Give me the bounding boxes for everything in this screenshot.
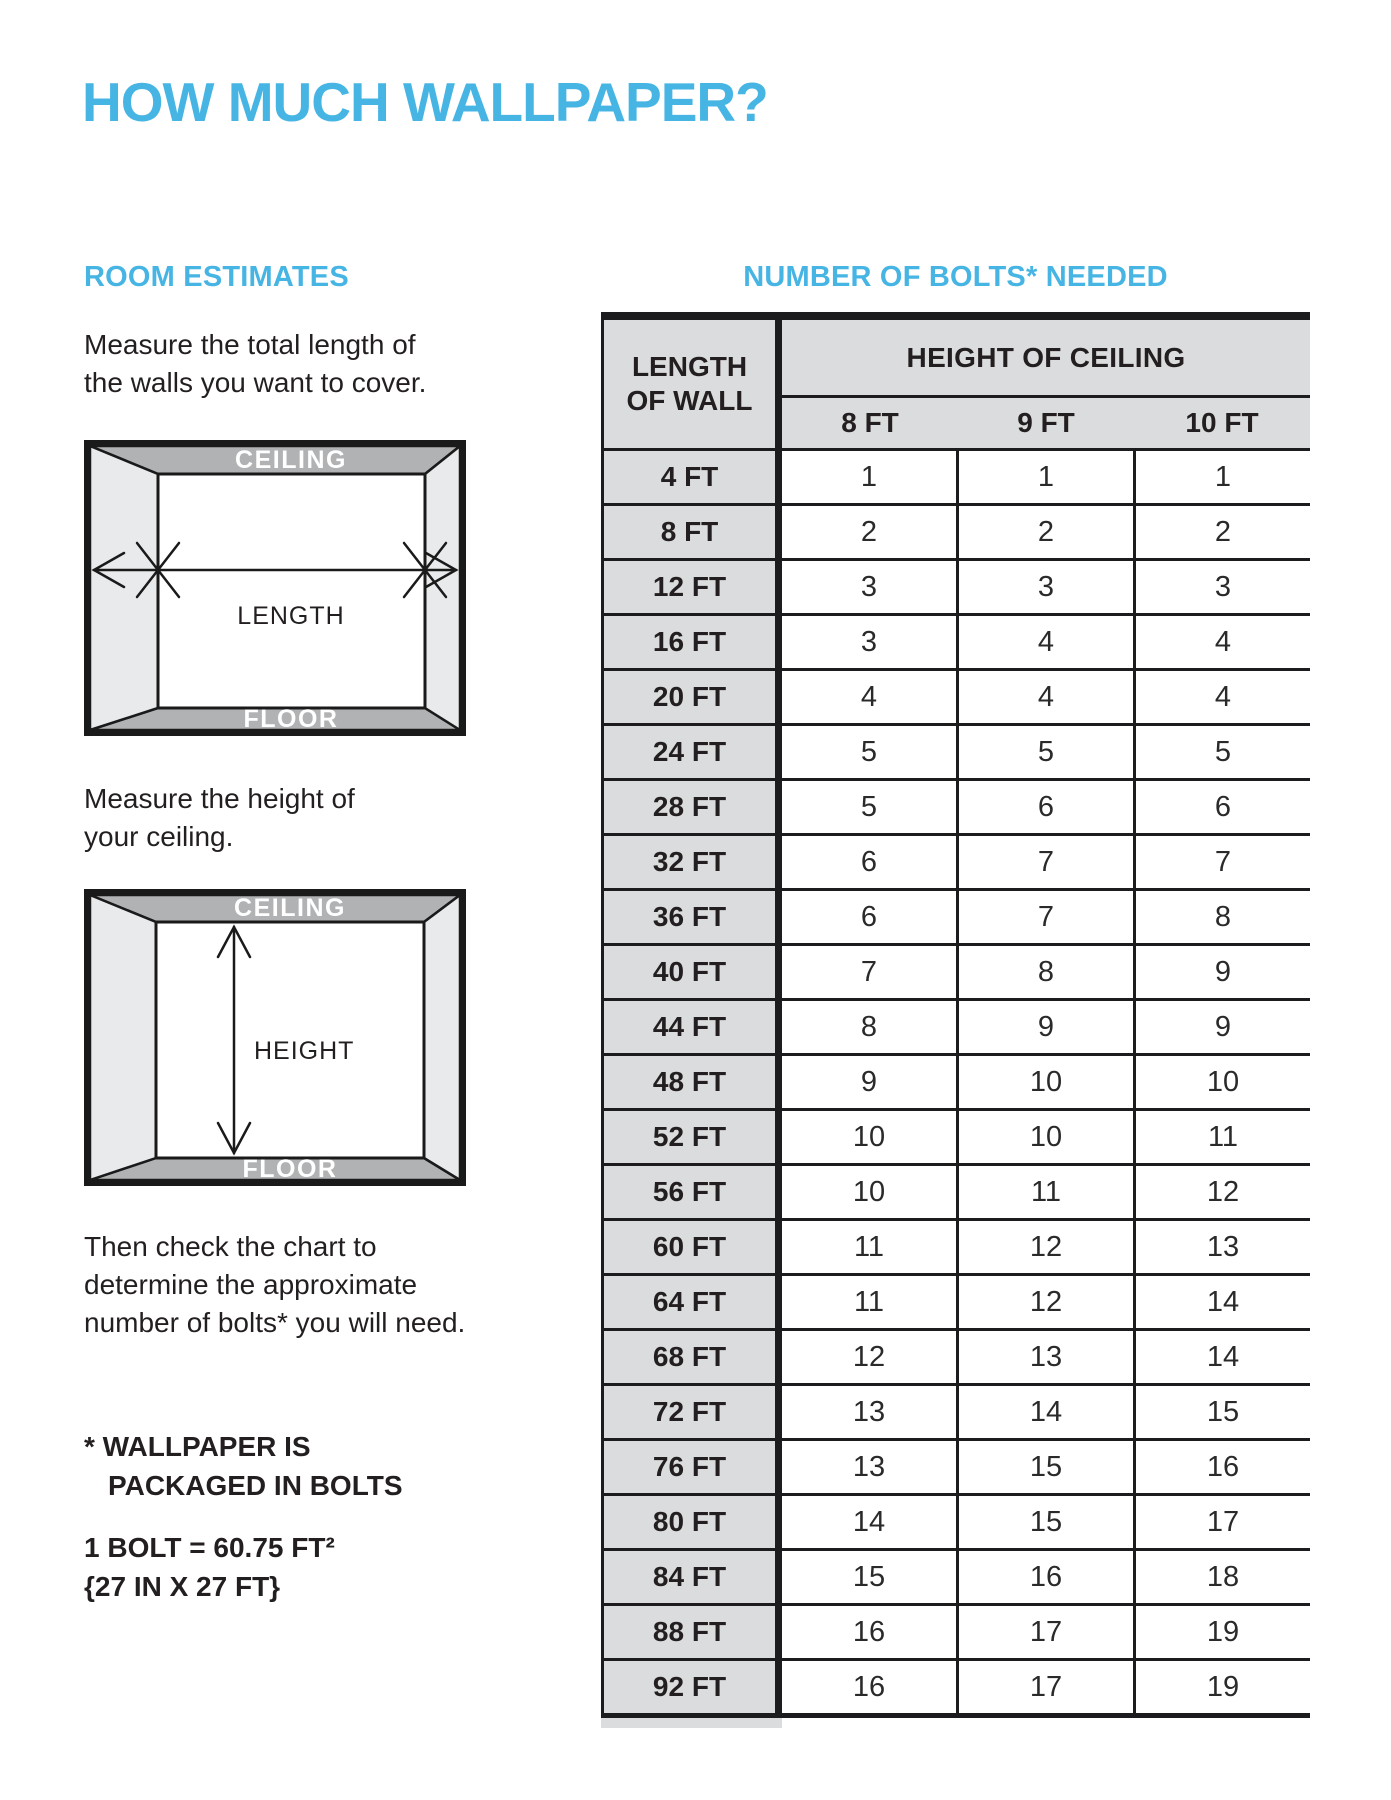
bolt-count-cell: 16 [782, 1606, 956, 1658]
floor-label: FLOOR [242, 1155, 338, 1183]
bolt-count-cell: 13 [782, 1441, 956, 1493]
bolt-count-cell: 17 [956, 1661, 1133, 1713]
row-label: 4 FT [601, 451, 782, 503]
footnote-line: * WALLPAPER IS [84, 1431, 311, 1462]
bolt-count-cell: 10 [956, 1111, 1133, 1163]
row-label: 52 FT [601, 1111, 782, 1163]
bolt-count-cell: 10 [956, 1056, 1133, 1108]
instruction-line: the walls you want to cover. [84, 367, 427, 398]
table-row [601, 836, 1310, 891]
row-label: 12 FT [601, 561, 782, 613]
bolt-count-cell: 10 [782, 1111, 956, 1163]
measure-height-instruction [84, 780, 355, 856]
bolt-count-cell: 12 [1133, 1166, 1310, 1218]
table-body [601, 451, 1310, 1718]
row-label: 44 FT [601, 1001, 782, 1053]
row-label: 68 FT [601, 1331, 782, 1383]
bolt-count-cell: 15 [782, 1551, 956, 1603]
row-label: 36 FT [601, 891, 782, 943]
table-header [601, 320, 1310, 451]
row-label: 88 FT [601, 1606, 782, 1658]
check-chart-instruction [84, 1228, 465, 1342]
row-group-header [601, 320, 782, 448]
table-row [601, 781, 1310, 836]
bolt-count-cell: 7 [1133, 836, 1310, 888]
column-group [782, 320, 1310, 448]
instruction-line: determine the approximate [84, 1269, 418, 1300]
bolt-count-cell: 12 [956, 1221, 1133, 1273]
bolt-count-cell: 11 [1133, 1111, 1310, 1163]
bolts-table [601, 312, 1310, 1728]
room-length-diagram [84, 440, 466, 736]
room-estimates-heading: ROOM ESTIMATES [84, 261, 349, 293]
bolt-count-cell: 14 [782, 1496, 956, 1548]
table-row [601, 1221, 1310, 1276]
table-row [601, 1331, 1310, 1386]
bolt-equation: 1 BOLT = 60.75 FT² [84, 1532, 335, 1563]
right-wall [424, 895, 460, 1180]
table-row [601, 1386, 1310, 1441]
bolt-count-cell: 4 [782, 671, 956, 723]
bolt-count-cell: 8 [782, 1001, 956, 1053]
floor-label: FLOOR [243, 705, 339, 733]
bolt-count-cell: 7 [956, 836, 1133, 888]
bolt-count-cell: 17 [956, 1606, 1133, 1658]
table-row [601, 946, 1310, 1001]
bolt-count-cell: 6 [782, 836, 956, 888]
table-row [601, 616, 1310, 671]
bolt-count-cell: 3 [956, 561, 1133, 613]
bolt-count-cell: 14 [956, 1386, 1133, 1438]
table-row [601, 891, 1310, 946]
table-row [601, 1001, 1310, 1056]
bolt-count-cell: 10 [782, 1166, 956, 1218]
bolt-count-cell: 11 [782, 1276, 956, 1328]
bolt-count-cell: 5 [1133, 726, 1310, 778]
row-group-header-line: LENGTH [631, 351, 748, 382]
ceiling-label: CEILING [234, 894, 346, 922]
bolt-count-cell: 6 [956, 781, 1133, 833]
bolt-count-cell: 10 [1133, 1056, 1310, 1108]
row-label: 8 FT [601, 506, 782, 558]
bolt-count-cell: 7 [956, 891, 1133, 943]
row-label: 60 FT [601, 1221, 782, 1273]
bolt-count-cell: 13 [1133, 1221, 1310, 1273]
bolt-definition [84, 1528, 335, 1606]
bolt-count-cell: 5 [782, 726, 956, 778]
bolt-count-cell: 9 [1133, 1001, 1310, 1053]
bolt-count-cell: 1 [1133, 451, 1310, 503]
table-row [601, 451, 1310, 506]
right-wall [425, 446, 460, 730]
bolt-count-cell: 2 [782, 506, 956, 558]
bolt-count-cell: 1 [956, 451, 1133, 503]
bolt-count-cell: 4 [1133, 671, 1310, 723]
bolt-count-cell: 13 [782, 1386, 956, 1438]
table-row [601, 1276, 1310, 1331]
bolt-count-cell: 2 [1133, 506, 1310, 558]
column-header-10ft: 10 FT [1185, 407, 1259, 438]
table-row [601, 1661, 1310, 1718]
bolt-count-cell: 6 [782, 891, 956, 943]
table-row [601, 671, 1310, 726]
bolt-count-cell: 8 [1133, 891, 1310, 943]
bolt-count-cell: 9 [956, 1001, 1133, 1053]
column-header-8ft: 8 FT [841, 407, 899, 438]
table-row [601, 506, 1310, 561]
bolt-count-cell: 4 [956, 671, 1133, 723]
table-row [601, 1056, 1310, 1111]
table-row [601, 1606, 1310, 1661]
bolt-count-cell: 3 [1133, 561, 1310, 613]
table-row [601, 1166, 1310, 1221]
left-wall [90, 895, 156, 1180]
bolt-count-cell: 1 [782, 451, 956, 503]
bolt-count-cell: 9 [1133, 946, 1310, 998]
row-label: 24 FT [601, 726, 782, 778]
bolt-count-cell: 14 [1133, 1331, 1310, 1383]
room-height-diagram [84, 889, 466, 1186]
row-label: 76 FT [601, 1441, 782, 1493]
bolt-count-cell: 3 [782, 561, 956, 613]
table-footer-stub [601, 1718, 782, 1728]
bolt-count-cell: 18 [1133, 1551, 1310, 1603]
row-label: 40 FT [601, 946, 782, 998]
row-label: 92 FT [601, 1661, 782, 1713]
footnote-line: PACKAGED IN BOLTS [108, 1470, 403, 1501]
bolt-count-cell: 4 [1133, 616, 1310, 668]
row-label: 80 FT [601, 1496, 782, 1548]
bolt-count-cell: 15 [1133, 1386, 1310, 1438]
bolt-count-cell: 7 [782, 946, 956, 998]
bolt-count-cell: 11 [956, 1166, 1133, 1218]
bolt-count-cell: 2 [956, 506, 1133, 558]
wallpaper-bolts-footnote [84, 1427, 403, 1505]
bolt-count-cell: 12 [782, 1331, 956, 1383]
bolt-count-cell: 12 [956, 1276, 1133, 1328]
row-label: 84 FT [601, 1551, 782, 1603]
row-label: 32 FT [601, 836, 782, 888]
page-title: HOW MUCH WALLPAPER? [82, 71, 768, 133]
instruction-line: Measure the height of [84, 783, 355, 814]
bolt-count-cell: 5 [782, 781, 956, 833]
bolt-count-cell: 3 [782, 616, 956, 668]
instruction-line: number of bolts* you will need. [84, 1307, 466, 1338]
height-label: HEIGHT [254, 1037, 355, 1065]
column-headers [782, 398, 1310, 448]
table-row [601, 1111, 1310, 1166]
bolt-count-cell: 8 [956, 946, 1133, 998]
table-row [601, 1441, 1310, 1496]
bolt-count-cell: 19 [1133, 1661, 1310, 1713]
bolt-count-cell: 9 [782, 1056, 956, 1108]
measure-length-instruction [84, 326, 426, 402]
column-group-header: HEIGHT OF CEILING [782, 320, 1310, 398]
table-top-border [601, 312, 1310, 320]
bolt-count-cell: 15 [956, 1496, 1133, 1548]
row-label: 16 FT [601, 616, 782, 668]
instruction-line: Measure the total length of [84, 329, 416, 360]
row-group-header-line: OF WALL [626, 385, 753, 416]
bolt-dimensions: {27 IN X 27 FT} [84, 1571, 281, 1602]
row-label: 64 FT [601, 1276, 782, 1328]
bolts-needed-heading: NUMBER OF BOLTS* NEEDED [743, 261, 1168, 293]
bolt-count-cell: 13 [956, 1331, 1133, 1383]
table-row [601, 726, 1310, 781]
bolt-count-cell: 5 [956, 726, 1133, 778]
instruction-line: your ceiling. [84, 821, 234, 852]
instruction-line: Then check the chart to [84, 1231, 377, 1262]
table-row [601, 1551, 1310, 1606]
row-label: 28 FT [601, 781, 782, 833]
bolt-count-cell: 19 [1133, 1606, 1310, 1658]
bolt-count-cell: 11 [782, 1221, 956, 1273]
bolt-count-cell: 17 [1133, 1496, 1310, 1548]
bolt-count-cell: 14 [1133, 1276, 1310, 1328]
row-label: 20 FT [601, 671, 782, 723]
bolt-count-cell: 6 [1133, 781, 1310, 833]
bolt-count-cell: 16 [1133, 1441, 1310, 1493]
table-row [601, 561, 1310, 616]
column-header-9ft: 9 FT [1017, 407, 1075, 438]
bolt-count-cell: 16 [956, 1551, 1133, 1603]
row-label: 72 FT [601, 1386, 782, 1438]
row-label: 56 FT [601, 1166, 782, 1218]
row-label: 48 FT [601, 1056, 782, 1108]
ceiling-label: CEILING [235, 446, 347, 474]
table-row [601, 1496, 1310, 1551]
length-label: LENGTH [237, 602, 345, 630]
back-wall [158, 474, 425, 708]
bolt-count-cell: 15 [956, 1441, 1133, 1493]
bolt-count-cell: 16 [782, 1661, 956, 1713]
bolt-count-cell: 4 [956, 616, 1133, 668]
